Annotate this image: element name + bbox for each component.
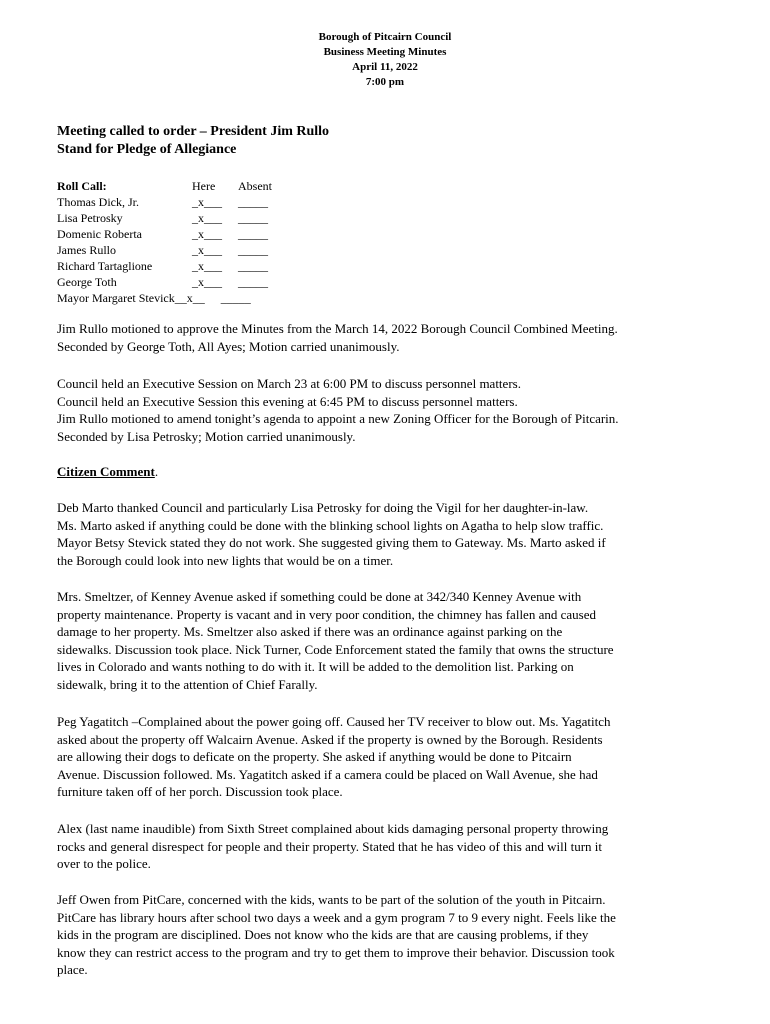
roll-call-row (57, 258, 272, 274)
member-absent: _____ (220, 291, 251, 305)
citizen-comment-heading (57, 463, 717, 481)
text-line: over to the police. (57, 856, 151, 871)
roll-call-title: Roll Call: (57, 179, 107, 193)
comment-owen (57, 891, 717, 979)
text-line: damage to her property. Ms. Smeltzer also asked if there was an ordinance against parking on the (57, 624, 563, 639)
text-line: asked about the property off Walcairn Avenue. Asked if the property is owned by the Borough. Residents (57, 731, 603, 747)
member-here: _x___ (192, 259, 222, 273)
text-line: Council held an Executive Session this evening at 6:45 PM to discuss personnel matters. (57, 393, 518, 409)
text-line: Mrs. Smeltzer, of Kenney Avenue asked if something could be done at 342/340 Kenney Avenue with (57, 589, 582, 604)
text-line: rocks and general disrespect for people and their property. Stated that he has video of this and will turn it (57, 838, 602, 854)
text-line: furniture taken off of her porch. Discussion took place. (57, 784, 343, 799)
called-to-order-heading: Meeting called to order – President Jim Rullo (57, 124, 330, 139)
text-line: kids in the program are disciplined. Does not know who the kids are that are causing problems, if they (57, 927, 589, 942)
comment-smeltzer (57, 588, 717, 693)
roll-call-table (57, 178, 272, 306)
member-here: _x___ (192, 195, 222, 209)
text-line: Ms. Marto asked if anything could be done with the blinking school lights on Agatha to help slow traffic. (57, 517, 604, 533)
citizen-comment-title: Citizen Comment (57, 464, 155, 479)
text-line: property maintenance. Property is vacant and in very poor condition, the chimney has fallen and caused (57, 606, 596, 622)
member-absent: _____ (238, 243, 268, 257)
text-line: sidewalk, bring it to the attention of Chief Farally. (57, 676, 318, 692)
text-line: the Borough could look into new lights that would be on a timer. (57, 552, 394, 568)
header-council-name: Borough of Pitcairn Council (318, 31, 452, 43)
text-line: Peg Yagatitch –Complained about the power going off. Caused her TV receiver to blow out. Ms. Yagatitch (57, 714, 611, 729)
roll-call-row (57, 210, 272, 226)
member-name: Lisa Petrosky (57, 211, 123, 225)
member-here: __x__ (174, 291, 205, 305)
executive-session-paragraph (57, 375, 717, 445)
comment-alex (57, 820, 717, 873)
roll-call-row (57, 226, 272, 242)
text-line: Alex (last name inaudible) from Sixth Street complained about kids damaging personal property throwing (57, 821, 609, 836)
comment-marto (57, 499, 717, 569)
member-here: _x___ (192, 275, 222, 289)
member-absent: _____ (238, 195, 268, 209)
minutes-approval-paragraph (57, 320, 717, 355)
text-line: Jim Rullo motioned to approve the Minutes from the March 14, 2022 Borough Council Combined Meeting. (57, 321, 618, 336)
comment-yagatitch (57, 713, 717, 801)
text-line: are allowing their dogs to deficate on the property. She asked if anything would be done to Pitcairn (57, 749, 572, 764)
document-header (0, 30, 770, 90)
opening-headings (57, 123, 329, 159)
roll-call-row (57, 274, 272, 290)
member-here: _x___ (192, 243, 222, 257)
pledge-heading: Stand for Pledge of Allegiance (57, 142, 237, 157)
absent-column-label: Absent (238, 179, 272, 193)
citizen-comment-period: . (154, 464, 159, 479)
text-line: know they can restrict access to the program and try to get them to improve their behavior. Discussion took (57, 944, 615, 960)
member-name: George Toth (57, 275, 117, 289)
roll-call-header (57, 178, 272, 194)
header-meeting-type: Business Meeting Minutes (323, 46, 447, 58)
member-here: _x___ (192, 227, 222, 241)
member-name: Thomas Dick, Jr. (57, 195, 139, 209)
text-line: Jim Rullo motioned to amend tonight’s agenda to appoint a new Zoning Officer for the Borough of Pitcarin. (57, 411, 619, 426)
member-name: Domenic Roberta (57, 227, 142, 241)
member-absent: _____ (238, 227, 268, 241)
roll-call-row (57, 290, 272, 306)
header-time: 7:00 pm (365, 76, 405, 88)
text-line: PitCare has library hours after school two days a week and a gym program 7 to 9 every night. Feels like the (57, 909, 616, 925)
text-line: place. (57, 962, 88, 977)
text-line: Seconded by Lisa Petrosky; Motion carried unanimously. (57, 428, 356, 444)
member-name: Mayor Margaret Stevick (57, 291, 175, 305)
member-absent: _____ (238, 275, 268, 289)
header-date: April 11, 2022 (352, 61, 418, 73)
text-line: sidewalks. Discussion took place. Nick Turner, Code Enforcement stated the family that owns the structure (57, 641, 614, 657)
roll-call-row (57, 242, 272, 258)
member-name: James Rullo (57, 243, 116, 257)
member-name: Richard Tartaglione (57, 259, 153, 273)
text-line: Jeff Owen from PitCare, concerned with the kids, wants to be part of the solution of the youth in Pitcairn. (57, 892, 606, 907)
here-column-label: Here (192, 179, 216, 193)
roll-call-row (57, 194, 272, 210)
text-line: Council held an Executive Session on March 23 at 6:00 PM to discuss personnel matters. (57, 376, 521, 391)
member-absent: _____ (238, 259, 268, 273)
text-line: Deb Marto thanked Council and particularly Lisa Petrosky for doing the Vigil for her daughter-in-law. (57, 500, 589, 515)
text-line: Avenue. Discussion followed. Ms. Yagatitch asked if a camera could be placed on Wall Avenue, she had (57, 766, 598, 782)
member-here: _x___ (192, 211, 222, 225)
text-line: lives in Colorado and wants nothing to do with it. It will be added to the demolition list. Parking on (57, 659, 574, 674)
text-line: Mayor Betsy Stevick stated they do not work. She suggested giving them to Gateway. Ms. Marto asked if (57, 535, 606, 550)
text-line: Seconded by George Toth, All Ayes; Motion carried unanimously. (57, 338, 400, 354)
member-absent: _____ (238, 211, 268, 225)
